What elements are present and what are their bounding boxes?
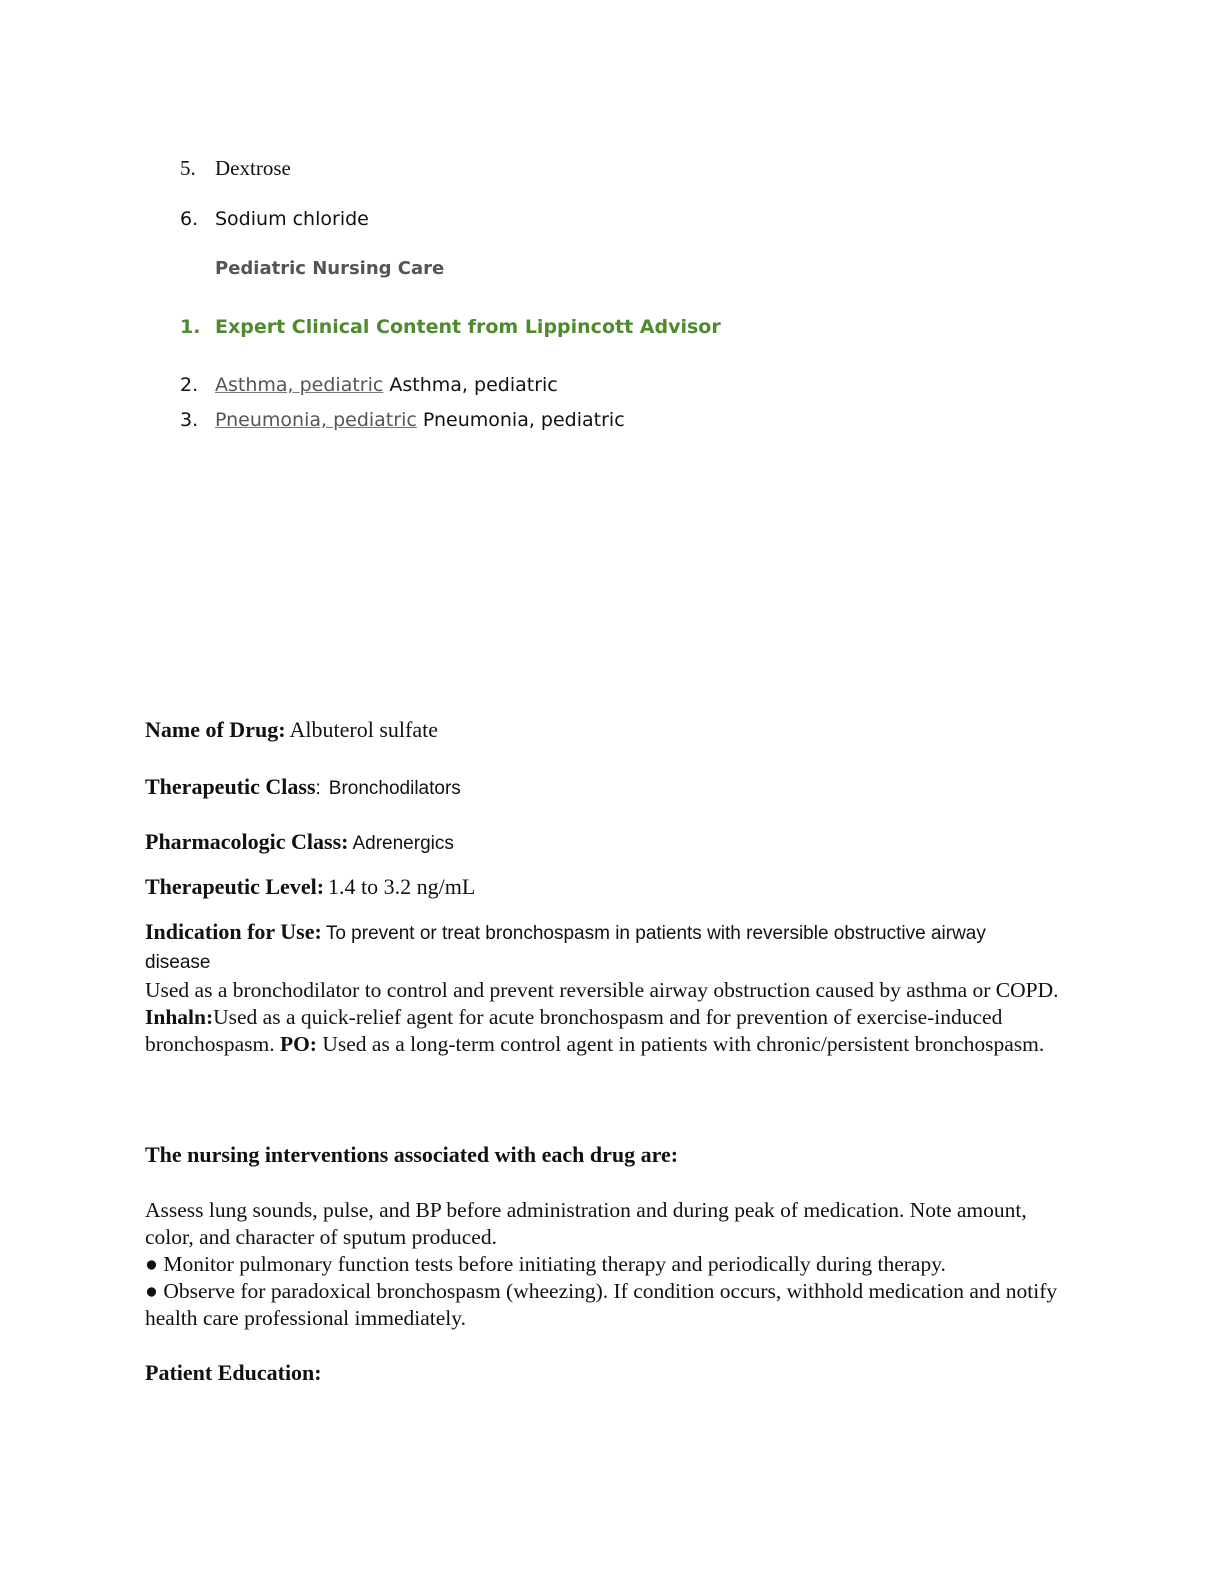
interventions-body [145, 1197, 1065, 1332]
pharm-class-field [145, 828, 1065, 859]
drug-name-field [145, 716, 1065, 747]
interventions-bullet: ● Observe for paradoxical bronchospasm (wheezing). If condition occurs, withhold medication and notify health care professional immediately. [145, 1279, 1058, 1330]
asthma-link[interactable]: Asthma, pediatric [215, 374, 384, 396]
list-item-text: Asthma, pediatric [389, 374, 558, 396]
therapeutic-level-label: Therapeutic Level: [145, 874, 325, 899]
indication-label: Indication for Use: [145, 919, 322, 944]
therapeutic-class-field [145, 773, 1065, 804]
drug-name-value: Albuterol sulfate [289, 717, 438, 742]
interventions-paragraph: Assess lung sounds, pulse, and BP before administration and during peak of medication. Note amount, color, and character of sputum produced. [145, 1198, 1027, 1249]
inhaln-label: Inhaln: [145, 1005, 214, 1029]
pharm-class-label: Pharmacologic Class: [145, 829, 349, 854]
list-number: 6. [180, 208, 199, 230]
list-item [180, 373, 558, 397]
use-text-3: Used as a long-term control agent in patients with chronic/persistent bronchospasm. [322, 1032, 1045, 1056]
therapeutic-level-field [145, 873, 1065, 904]
list-item [180, 207, 369, 231]
list-number: 3. [180, 409, 199, 431]
list-item-text: Expert Clinical Content from Lippincott Advisor [215, 316, 721, 338]
list-number: 5. [180, 156, 196, 180]
use-description [145, 977, 1065, 1058]
therapeutic-level-value: 1.4 to 3.2 ng/mL [328, 874, 476, 899]
indication-value: To prevent or treat bronchospasm in patients with reversible obstructive airway disease [145, 923, 986, 973]
list-item [180, 156, 291, 180]
therapeutic-class-value: Bronchodilators [328, 778, 461, 799]
po-label: PO: [279, 1032, 317, 1056]
pneumonia-link[interactable]: Pneumonia, pediatric [215, 409, 417, 431]
list-item-text: Sodium chloride [215, 208, 369, 230]
use-text-2: Used as a quick-relief agent for acute bronchospasm and for prevention of exercise-induced bronchospasm. [145, 1005, 1003, 1056]
indication-field [145, 918, 1025, 978]
drug-name-label: Name of Drug: [145, 717, 286, 742]
interventions-heading: The nursing interventions associated with each drug are: [145, 1142, 679, 1167]
list-number: 2. [180, 374, 199, 396]
interventions-bullet: ● Monitor pulmonary function tests before initiating therapy and periodically during therapy. [145, 1252, 946, 1276]
list-item-text: Pneumonia, pediatric [422, 409, 625, 431]
list-number: 1. [180, 316, 201, 338]
list-item-text: Dextrose [215, 156, 291, 180]
use-text-1: Used as a bronchodilator to control and prevent reversible airway obstruction caused by asthma or COPD. [145, 978, 1059, 1002]
pharm-class-value: Adrenergics [352, 833, 454, 854]
patient-education-heading: Patient Education: [145, 1360, 322, 1385]
therapeutic-class-colon: : [315, 778, 321, 799]
list-item [180, 315, 721, 339]
list-item [180, 408, 625, 432]
section-subheading: Pediatric Nursing Care [215, 258, 445, 279]
therapeutic-class-label: Therapeutic Class [145, 774, 316, 799]
